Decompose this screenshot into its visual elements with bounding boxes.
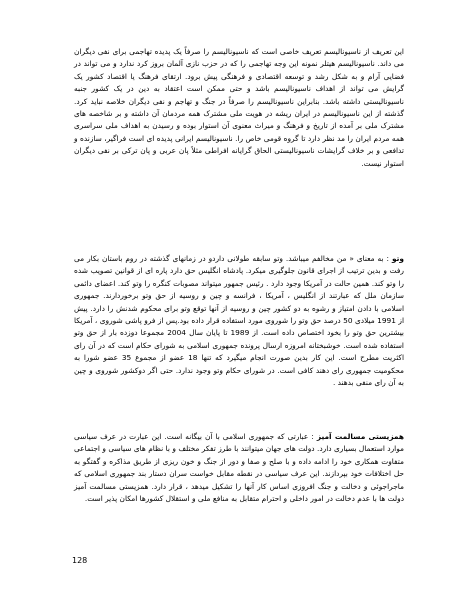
paragraph-text: این تعریف از ناسیونالیسم تعریف خاصی است که ناسیونالیسم را صرفاً یک پدیده تهاجمی برای نفی دیگران می داند. ناسیونالیسم هیتلر نمونه این وجه تهاجمی را که در حزب نازی آلمان بروز کرد ندارد و می تواند در فضایی آرام و به شکل رشد و توسعه اقتصادی و فرهنگی پیش برود. ارتقای فرهنگ یا اقتصاد کشور یک گرایش می تواند از اهداف ناسیونالیسم باشد و حتی ممکن است اعتقاد به دین در یک کشور جنبه ناسیونالیستی داشته باشد. بنابراین ناسیونالیسم را صرفاً در جنگ و تهاجم و نفی دیگران خلاصه نباید کرد. گذشته از این ناسیونالیسم در ایران ریشه در هویت ملی مشترک همه مردمان آن داشته و بر شاخصه های مشترک ملی بر آمده از تاریخ و فرهنگ و میراث معنوی آن استوار بوده و رسیدن به اهداف ملی سراسری همه مردم ایران را مد نظر دارد تا گروه قومی خاص را. ناسیونالیسم ایرانی پدیده ای است فراگیر، سازنده و تدافعی و بر خلاف گرایشات ناسیونالیستی الحاق گرایانه افراطی مثلاً پان عربی و پان ترکی بر نفی دیگران استوار نیست. xyxy=(74,47,404,168)
paragraph-term-coexistence: همزیستی مسالمت آمیز xyxy=(316,432,404,441)
paragraph-nationalism xyxy=(74,46,404,170)
paragraph-text-coexistence: : عبارتی که جمهوری اسلامی با آن بیگانه است. این عبارت در عرف سیاسی موارد استعمال بسیاری دارد. دولت های جهان میتوانند با طرز تفکر مختلف و با نظام های سیاسی و اجتماعی متفاوت همکاری خود را ادامه داده و با صلح و صفا و دور از جنگ و خون ریزی از طریق مذاکره و گفتگو به حل اختلافات خود بپردازند. این عرف سیاسی در نقطه مقابل خواست سران دستار بند جمهوری اسلامی که ماجراجوئی و دخالت و جنگ افروزی اساس کار آنها را تشکیل میدهد ، قرار دارد. همزیستی مسالمت آمیز دولت ها با عدم دخالت در امور داخلی و احترام متقابل به منافع ملی و استقلال کشورها امکان پذیر است. xyxy=(74,432,404,504)
paragraph-veto xyxy=(74,253,404,389)
page-number: 128 xyxy=(72,556,88,565)
paragraph-term-veto: وتو xyxy=(391,254,404,263)
paragraph-peaceful-coexistence xyxy=(74,431,404,505)
paragraph-text-veto: : به معنای « من مخالفم میباشد. وتو سابقه طولانی داردو در زمانهای گذشته در روم باستان بکار می رفت و بدین ترتیب از اجرای قانون جلوگیری میکرد. پادشاه انگلیس حق دارد پاره ای از قوانین تصویب شده را وتو کند. همین حالت در آمریکا وجود دارد . رئیس جمهور میتواند مصوبات کنگره را وتو کند. اعضای دائمی سازمان ملل که عبارتند از انگلیس ، آمریکا ، فرانسه و چین و روسیه از حق وتو برخوردارند. جمهوری اسلامی با دادن امتیاز و رشوه به دو کشور چین و روسیه از آنها توقع وتو برای محکوم شدنش را دارد. پیش از 1991 میلادی 50 درصد حق وتو را شوروی مورد استفاده قرار داده بود.پس از فرو پاشی شوروی ، آمریکا بیشترین حق وتو را بخود اختصاص داده است. از 1989 تا پایان سال 2004 مجموعا دوزده بار از حق وتو استفاده شده است. خوشبختانه امروزه ارسال پرونده جمهوری اسلامی به شورای حکام است که در آن رای اکثریت مطرح است. این کار بدین صورت انجام میگیرد که تنها 18 عضو از مجموع 35 عضو شورا به محکومیت جمهوری رای دهند کافی است. در شورای حکام وتو وجود ندارد. حتی اگر دوکشور شوروی و چین به آن رای منفی بدهند . xyxy=(74,254,405,388)
